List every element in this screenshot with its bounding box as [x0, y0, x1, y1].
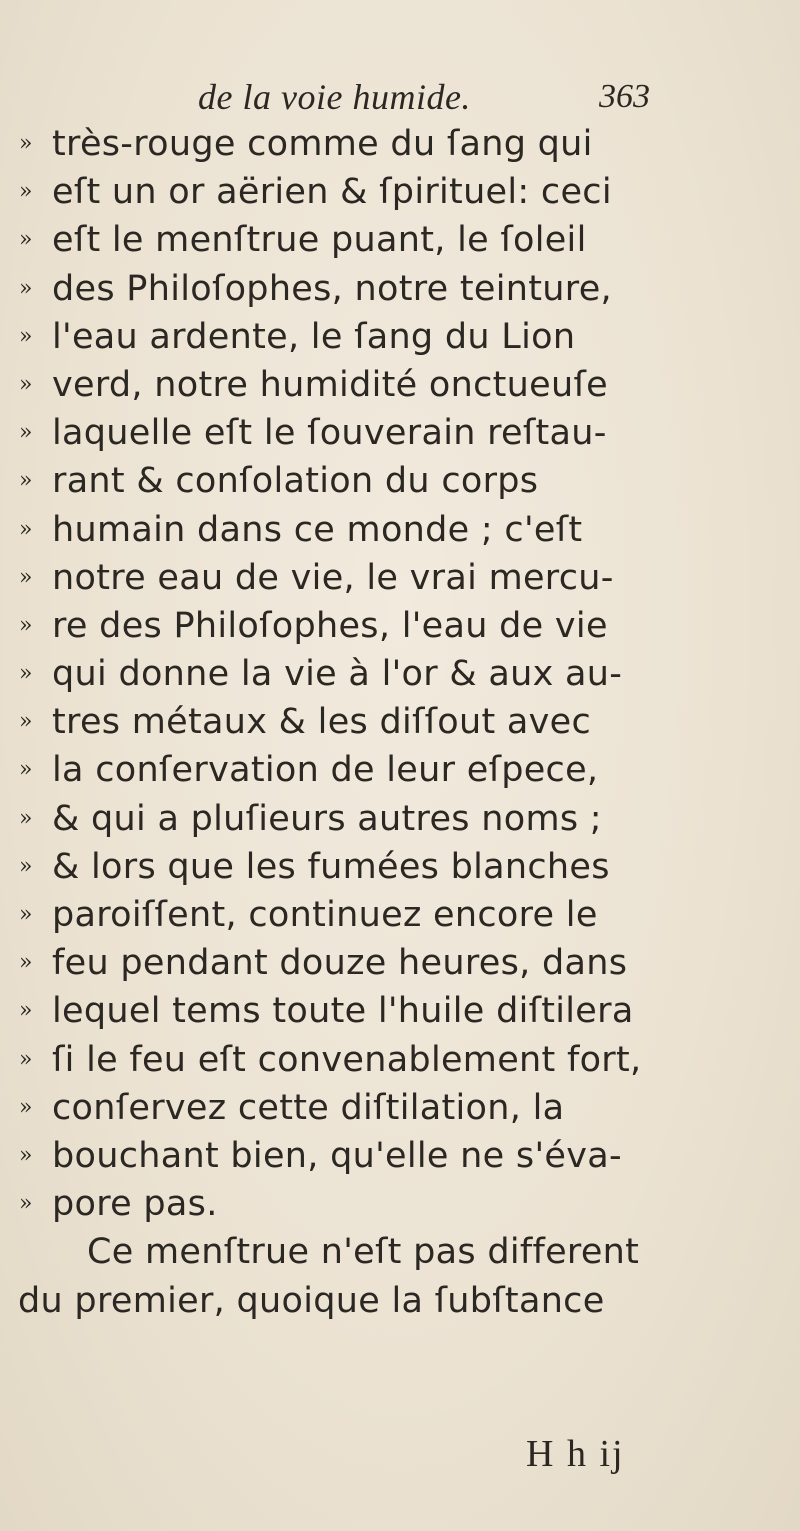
line-text: re des Philoſophes, l'eau de vie — [52, 605, 608, 646]
quote-mark: » — [19, 420, 33, 446]
quote-mark: » — [19, 757, 33, 783]
line-text: verd, notre humidité onctueuſe — [52, 364, 608, 405]
quote-mark: » — [19, 805, 33, 831]
text-line — [0, 891, 800, 939]
line-text: Ce menſtrue n'eſt pas different — [87, 1232, 640, 1273]
running-title: de la voie humide. — [198, 77, 471, 117]
text-line — [0, 698, 800, 746]
quote-mark: » — [19, 1094, 33, 1120]
text-line — [0, 506, 800, 554]
text-line — [0, 987, 800, 1035]
line-text: ſi le feu eſt convenablement fort, — [52, 1039, 642, 1080]
text-line — [0, 1180, 800, 1228]
quote-mark: » — [19, 323, 33, 349]
quote-mark: » — [19, 275, 33, 301]
quote-mark: » — [19, 468, 33, 494]
line-text: bouchant bien, qu'elle ne s'éva- — [52, 1135, 622, 1176]
text-line — [0, 216, 800, 264]
quote-mark: » — [19, 1191, 33, 1217]
line-text: laquelle eſt le ſouverain reſtau- — [52, 413, 607, 454]
quote-mark: » — [19, 179, 33, 205]
signature-mark: H h ij — [526, 1433, 625, 1475]
text-line — [0, 1132, 800, 1180]
line-text: qui donne la vie à l'or & aux au- — [52, 654, 623, 695]
text-line — [0, 1084, 800, 1132]
text-line — [0, 602, 800, 650]
text-line — [0, 746, 800, 794]
line-text: du premier, quoique la ſubſtance — [18, 1280, 605, 1321]
text-line — [0, 313, 800, 361]
quote-mark: » — [19, 709, 33, 735]
text-line — [0, 650, 800, 698]
quote-mark: » — [19, 1142, 33, 1168]
quote-mark: » — [19, 131, 33, 156]
line-text: pore pas. — [52, 1184, 218, 1225]
quote-mark: » — [19, 227, 33, 253]
line-text: paroiſſent, continuez encore le — [52, 895, 598, 935]
paragraph-first-line — [0, 1228, 800, 1276]
line-text: & lors que les fumées blanches — [52, 846, 610, 887]
quote-mark: » — [19, 902, 33, 927]
text-line — [0, 265, 800, 313]
line-text: rant & conſolation du corps — [52, 461, 539, 502]
line-text: conſervez cette diſtilation, la — [52, 1087, 565, 1128]
line-text: lequel tems toute l'huile diſtilera — [52, 991, 634, 1032]
line-text: tres métaux & les diſſout avec — [52, 702, 592, 743]
line-text: & qui a pluſieurs autres noms ; — [52, 798, 602, 839]
quote-mark: » — [19, 950, 33, 976]
body-text — [0, 120, 800, 1325]
line-text: eſt le menſtrue puant, le ſoleil — [52, 220, 587, 261]
line-text: eſt un or aërien & ſpirituel: ceci — [52, 172, 612, 213]
page-number: 363 — [599, 78, 650, 115]
text-line — [0, 843, 800, 891]
quote-mark: » — [19, 661, 33, 687]
quote-mark: » — [19, 371, 33, 397]
quote-mark: » — [19, 998, 33, 1024]
text-line — [0, 120, 800, 168]
quote-mark: » — [19, 564, 33, 590]
line-text: notre eau de vie, le vrai mercu- — [52, 557, 614, 598]
text-line — [0, 457, 800, 505]
line-text: l'eau ardente, le ſang du Lion — [52, 316, 576, 357]
quote-mark: » — [19, 1046, 33, 1072]
quote-mark: » — [19, 853, 33, 879]
line-text: très-rouge comme du ſang qui — [52, 124, 593, 164]
line-text: humain dans ce monde ; c'eſt — [52, 509, 583, 550]
text-line — [0, 1036, 800, 1084]
page-header — [0, 68, 800, 118]
text-line — [0, 409, 800, 457]
line-text: feu pendant douze heures, dans — [52, 943, 628, 984]
text-line — [0, 795, 800, 843]
quote-mark: » — [19, 516, 33, 542]
text-line — [0, 168, 800, 216]
text-line — [0, 554, 800, 602]
quote-mark: » — [19, 612, 33, 638]
text-line — [0, 361, 800, 409]
line-text: la conſervation de leur eſpece, — [52, 750, 599, 791]
text-line — [0, 939, 800, 987]
text-line — [0, 1277, 800, 1325]
line-text: des Philoſophes, notre teinture, — [52, 268, 612, 309]
